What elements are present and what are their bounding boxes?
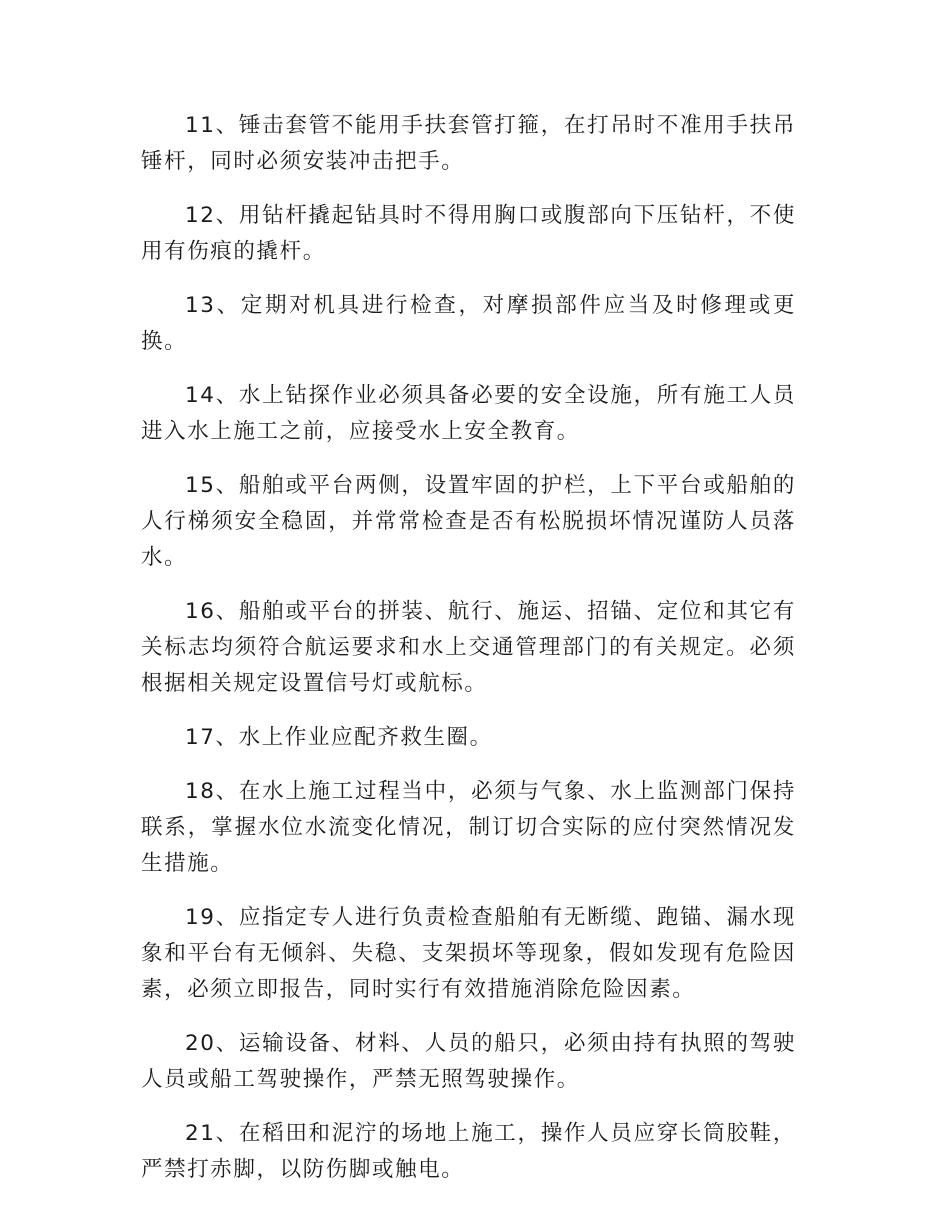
paragraph-15: 15、船舶或平台两侧，设置牢固的护栏，上下平台或船舶的人行梯须安全稳固，并常常检查是否有松脱损坏情况谨防人员落水。 bbox=[141, 473, 796, 570]
paragraph-11: 11、锤击套管不能用手扶套管打箍，在打吊时不准用手扶吊锤杆，同时必须安装冲击把手。 bbox=[141, 113, 796, 174]
paragraph-21: 21、在稻田和泥泞的场地上施工，操作人员应穿长筒胶鞋，严禁打赤脚，以防伤脚或触电。 bbox=[141, 1121, 796, 1182]
paragraph-13: 13、定期对机具进行检查，对摩损部件应当及时修理或更换。 bbox=[141, 293, 796, 354]
paragraph-17: 17、水上作业应配齐救生圈。 bbox=[185, 725, 493, 750]
document-body bbox=[141, 108, 796, 1206]
paragraph-12: 12、用钻杆撬起钻具时不得用胸口或腹部向下压钻杆，不使用有伤痕的撬杆。 bbox=[141, 203, 796, 264]
paragraph-16: 16、船舶或平台的拼装、航行、施运、招锚、定位和其它有关标志均须符合航运要求和水上交通管理部门的有关规定。必须根据相关规定设置信号灯或航标。 bbox=[141, 599, 796, 696]
paragraph-18: 18、在水上施工过程当中，必须与气象、水上监测部门保持联系，掌握水位水流变化情况，制订切合实际的应付突然情况发生措施。 bbox=[141, 779, 796, 876]
paragraph-14: 14、水上钻探作业必须具备必要的安全设施，所有施工人员进入水上施工之前，应接受水上安全教育。 bbox=[141, 383, 796, 444]
paragraph-20: 20、运输设备、材料、人员的船只，必须由持有执照的驾驶人员或船工驾驶操作，严禁无照驾驶操作。 bbox=[141, 1031, 796, 1092]
paragraph-19: 19、应指定专人进行负责检查船舶有无断缆、跑锚、漏水现象和平台有无倾斜、失稳、支架损坏等现象，假如发现有危险因素，必须立即报告，同时实行有效措施消除危险因素。 bbox=[141, 905, 796, 1002]
